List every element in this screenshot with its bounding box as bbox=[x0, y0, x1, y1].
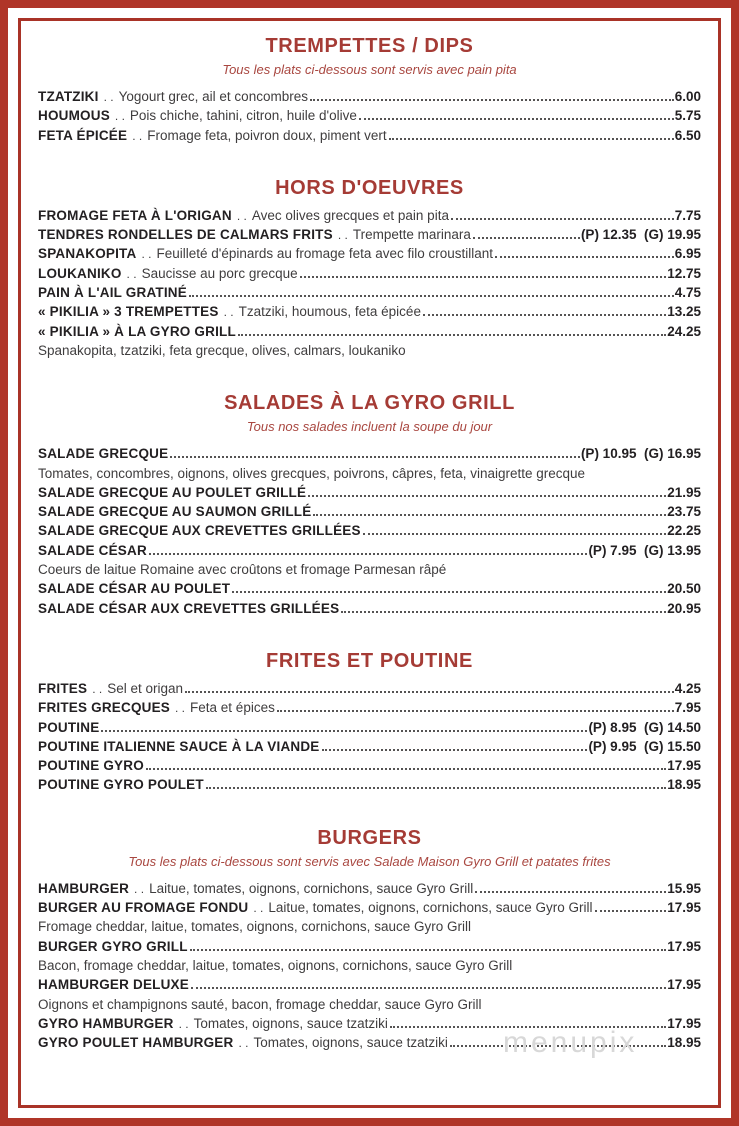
item-description: Laitue, tomates, oignons, cornichons, sauce Gyro Grill bbox=[149, 880, 474, 896]
item-separator-dots: . . bbox=[141, 247, 152, 262]
item-name: BURGER GYRO GRILL bbox=[38, 938, 188, 954]
menu-item bbox=[38, 758, 701, 777]
item-price: 24.25 bbox=[667, 323, 701, 339]
item-description: Fromage feta, poivron doux, piment vert bbox=[147, 127, 387, 143]
item-separator-dots: . . bbox=[253, 901, 264, 916]
dot-leader bbox=[206, 787, 666, 789]
dot-leader bbox=[149, 553, 588, 555]
item-separator-dots: . . bbox=[132, 128, 143, 143]
item-name: SALADE GRECQUE bbox=[38, 446, 169, 462]
item-separator-dots: . . bbox=[103, 90, 114, 104]
item-price: 4.75 bbox=[674, 285, 701, 301]
item-price: 6.95 bbox=[674, 246, 701, 262]
item-price: 4.25 bbox=[674, 680, 701, 696]
item-name: TZATZIKI bbox=[38, 89, 99, 104]
item-price: 23.75 bbox=[667, 504, 701, 520]
menu-item bbox=[38, 581, 701, 600]
item-description: Avec olives grecques et pain pita bbox=[251, 207, 449, 223]
section-items bbox=[38, 89, 701, 147]
item-price: (P) 8.95 (G) 14.50 bbox=[588, 719, 701, 735]
menu-item bbox=[38, 246, 701, 265]
dot-leader bbox=[322, 749, 588, 751]
menu-item bbox=[38, 285, 701, 304]
menupix-watermark: menupix bbox=[503, 1026, 638, 1059]
item-name: SALADE CÉSAR AU POULET bbox=[38, 581, 231, 597]
item-separator-dots: . . bbox=[238, 1036, 249, 1051]
menu-section bbox=[38, 35, 701, 147]
section-title: TREMPETTES / DIPS bbox=[265, 35, 474, 57]
item-name: SALADE CÉSAR bbox=[38, 542, 147, 558]
item-separator-dots: . . bbox=[175, 701, 186, 716]
item-name: SPANAKOPITA bbox=[38, 246, 137, 262]
menu-item bbox=[38, 881, 701, 900]
item-name: SALADE CÉSAR AUX CREVETTES GRILLÉES bbox=[38, 600, 340, 616]
menu-item bbox=[38, 939, 701, 958]
dot-leader bbox=[313, 514, 666, 516]
dot-leader bbox=[101, 730, 587, 732]
item-price: 5.75 bbox=[674, 108, 701, 124]
dot-leader bbox=[146, 768, 666, 770]
dot-leader bbox=[300, 276, 667, 278]
section-items bbox=[38, 681, 701, 797]
item-price: 7.75 bbox=[674, 207, 701, 223]
item-note: Bacon, fromage cheddar, laitue, tomates, oignons, cornichons, sauce Gyro Grill bbox=[38, 957, 513, 973]
item-price: 13.25 bbox=[667, 304, 701, 320]
item-separator-dots: . . bbox=[337, 228, 348, 243]
item-price: 6.50 bbox=[674, 127, 701, 143]
item-price: 12.75 bbox=[667, 265, 701, 281]
item-name: POUTINE GYRO bbox=[38, 758, 144, 774]
item-name: « PIKILIA » À LA GYRO GRILL bbox=[38, 323, 236, 339]
dot-leader bbox=[423, 314, 666, 316]
menu-item bbox=[38, 324, 701, 343]
section-title: SALADES À LA GYRO GRILL bbox=[224, 392, 515, 415]
item-price: (P) 7.95 (G) 13.95 bbox=[588, 542, 701, 558]
dot-leader bbox=[189, 295, 674, 297]
item-name: SALADE GRECQUE AUX CREVETTES GRILLÉES bbox=[38, 523, 361, 539]
dot-leader bbox=[191, 987, 666, 989]
menu-item bbox=[38, 720, 701, 739]
item-note: Oignons et champignons sauté, bacon, fromage cheddar, sauce Gyro Grill bbox=[38, 996, 482, 1012]
inner-border-frame bbox=[18, 18, 721, 1108]
menu-item bbox=[38, 128, 701, 147]
item-description: Feuilleté d'épinards au fromage feta avec filo croustillant bbox=[156, 246, 493, 262]
dot-leader bbox=[359, 118, 674, 120]
menu-item bbox=[38, 977, 701, 996]
item-price: 18.95 bbox=[667, 777, 701, 793]
menu-section bbox=[38, 827, 701, 1055]
menu-item bbox=[38, 208, 701, 227]
dot-leader bbox=[495, 256, 674, 258]
item-description: Tomates, oignons, sauce tzatziki bbox=[253, 1035, 448, 1051]
item-name: POUTINE ITALIENNE SAUCE À LA VIANDE bbox=[38, 738, 320, 754]
dot-leader bbox=[389, 138, 674, 140]
menu-item bbox=[38, 543, 701, 562]
dot-leader bbox=[475, 891, 666, 893]
item-price: 20.95 bbox=[667, 600, 701, 616]
item-name: HAMBURGER DELUXE bbox=[38, 977, 189, 993]
menu-item bbox=[38, 900, 701, 919]
item-separator-dots: . . bbox=[236, 208, 247, 223]
item-description: Yogourt grec, ail et concombres bbox=[118, 89, 308, 104]
item-name: FRITES GRECQUES bbox=[38, 700, 171, 716]
item-name: BURGER AU FROMAGE FONDU bbox=[38, 900, 249, 916]
item-name: HOUMOUS bbox=[38, 108, 110, 124]
item-price: (P) 12.35 (G) 19.95 bbox=[580, 227, 701, 243]
item-description: Laitue, tomates, oignons, cornichons, sauce Gyro Grill bbox=[268, 900, 593, 916]
item-name: TENDRES RONDELLES DE CALMARS FRITS bbox=[38, 227, 333, 243]
item-price: 18.95 bbox=[667, 1035, 701, 1051]
section-items bbox=[38, 208, 701, 362]
item-separator-dots: . . bbox=[223, 305, 234, 320]
item-description: Sel et origan bbox=[107, 680, 184, 696]
dot-leader bbox=[310, 99, 674, 101]
item-name: POUTINE GYRO POULET bbox=[38, 777, 204, 793]
menu-item bbox=[38, 89, 701, 108]
item-separator-dots: . . bbox=[114, 109, 125, 124]
section-subtitle: Tous nos salades incluent la soupe du jour bbox=[246, 419, 493, 435]
item-separator-dots: . . bbox=[92, 681, 103, 696]
menu-section bbox=[38, 177, 701, 362]
item-name: SALADE GRECQUE AU POULET GRILLÉ bbox=[38, 484, 307, 500]
item-price: 17.95 bbox=[667, 938, 701, 954]
menu-item bbox=[38, 777, 701, 796]
menu-item bbox=[38, 601, 701, 620]
item-price: (P) 9.95 (G) 15.50 bbox=[588, 738, 701, 754]
item-price: 17.95 bbox=[667, 900, 701, 916]
menu-item bbox=[38, 681, 701, 700]
menu-item bbox=[38, 523, 701, 542]
item-price: 22.25 bbox=[667, 523, 701, 539]
dot-leader bbox=[451, 218, 674, 220]
dot-leader bbox=[473, 237, 580, 239]
dot-leader bbox=[308, 495, 666, 497]
menu-item bbox=[38, 504, 701, 523]
section-items bbox=[38, 446, 701, 620]
item-price: 17.95 bbox=[667, 758, 701, 774]
item-name: FRITES bbox=[38, 680, 88, 696]
dot-leader bbox=[190, 949, 667, 951]
dot-leader bbox=[277, 710, 674, 712]
item-name: FROMAGE FETA À L'ORIGAN bbox=[38, 207, 232, 223]
item-description: Saucisse au porc grecque bbox=[141, 265, 298, 281]
item-name: FETA ÉPICÉE bbox=[38, 127, 128, 143]
item-separator-dots: . . bbox=[178, 1016, 189, 1031]
menu-item bbox=[38, 266, 701, 285]
dot-leader bbox=[238, 334, 666, 336]
item-price: 17.95 bbox=[667, 977, 701, 993]
item-name: « PIKILIA » 3 TREMPETTES bbox=[38, 304, 219, 320]
section-subtitle: Tous les plats ci-dessous sont servis avec pain pita bbox=[222, 62, 517, 77]
item-price: 15.95 bbox=[667, 880, 701, 896]
item-note: Tomates, concombres, oignons, olives grecques, poivrons, câpres, feta, vinaigrette grecque bbox=[38, 465, 586, 481]
item-name: HAMBURGER bbox=[38, 880, 130, 896]
item-price: 6.00 bbox=[674, 89, 701, 104]
item-name: POUTINE bbox=[38, 719, 100, 735]
menu-item bbox=[38, 108, 701, 127]
menu-item bbox=[38, 446, 701, 465]
menu-item bbox=[38, 227, 701, 246]
item-description: Tzatziki, houmous, feta épicée bbox=[238, 304, 421, 320]
menu-section bbox=[38, 392, 701, 620]
menu-item bbox=[38, 739, 701, 758]
item-price: 20.50 bbox=[667, 581, 701, 597]
item-separator-dots: . . bbox=[134, 881, 145, 896]
section-title: BURGERS bbox=[317, 826, 422, 849]
item-name: GYRO POULET HAMBURGER bbox=[38, 1035, 234, 1051]
item-description: Trempette marinara bbox=[352, 227, 471, 243]
menu-item bbox=[38, 304, 701, 323]
dot-leader bbox=[232, 591, 666, 593]
item-price: 7.95 bbox=[674, 700, 701, 716]
item-price: 17.95 bbox=[667, 1015, 701, 1031]
item-note: Spanakopita, tzatziki, feta grecque, olives, calmars, loukaniko bbox=[38, 342, 406, 358]
item-note: Coeurs de laitue Romaine avec croûtons et fromage Parmesan râpé bbox=[38, 562, 447, 578]
item-price: (P) 10.95 (G) 16.95 bbox=[580, 446, 701, 462]
menu-section bbox=[38, 650, 701, 797]
dot-leader bbox=[185, 691, 674, 693]
item-name: PAIN À L'AIL GRATINÉ bbox=[38, 285, 187, 301]
dot-leader bbox=[595, 910, 667, 912]
item-name: SALADE GRECQUE AU SAUMON GRILLÉ bbox=[38, 504, 312, 520]
item-name: GYRO HAMBURGER bbox=[38, 1015, 174, 1031]
dot-leader bbox=[363, 533, 667, 535]
dot-leader bbox=[170, 456, 580, 458]
menu-page bbox=[21, 21, 718, 1054]
dot-leader bbox=[341, 611, 666, 613]
section-title: HORS D'OEUVRES bbox=[275, 176, 464, 199]
menu-item bbox=[38, 700, 701, 719]
item-description: Tomates, oignons, sauce tzatziki bbox=[193, 1015, 388, 1031]
item-separator-dots: . . bbox=[126, 266, 137, 281]
section-title: FRITES ET POUTINE bbox=[266, 649, 473, 672]
item-description: Feta et épices bbox=[190, 700, 275, 716]
item-description: Pois chiche, tahini, citron, huile d'olive bbox=[129, 108, 357, 124]
menu-item bbox=[38, 485, 701, 504]
item-price: 21.95 bbox=[667, 484, 701, 500]
section-subtitle: Tous les plats ci-dessous sont servis avec Salade Maison Gyro Grill et patates frites bbox=[128, 853, 611, 869]
item-name: LOUKANIKO bbox=[38, 265, 122, 281]
item-note: Fromage cheddar, laitue, tomates, oignons, cornichons, sauce Gyro Grill bbox=[38, 919, 471, 935]
